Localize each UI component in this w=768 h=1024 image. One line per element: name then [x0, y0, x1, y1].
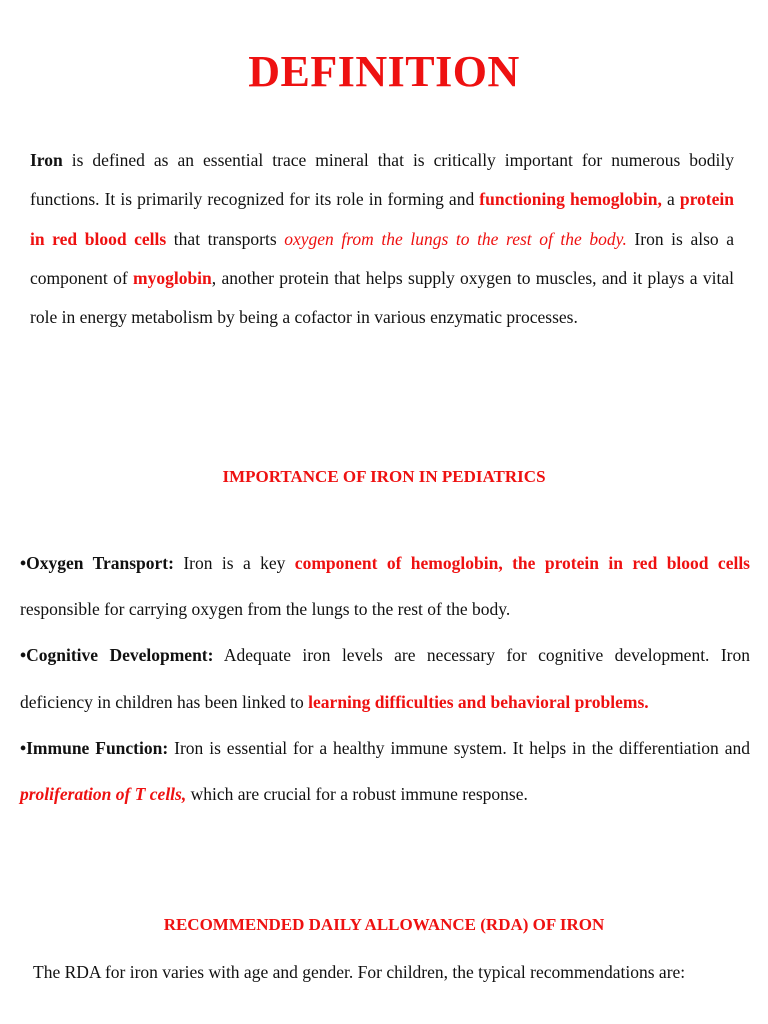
- list-item-text: which are crucial for a robust immune response.: [186, 784, 528, 805]
- list-item-highlight: component of hemoglobin, the protein in red blood cells: [294, 553, 750, 573]
- highlight-oxygen-transport: oxygen from the lungs to the rest of the body.: [284, 228, 627, 249]
- importance-list: [20, 540, 750, 817]
- page-title: DEFINITION: [248, 47, 520, 96]
- definition-text: a: [661, 189, 680, 210]
- importance-heading: IMPORTANCE OF IRON IN PEDIATRICS: [222, 467, 546, 486]
- definition-text: that transports: [166, 228, 285, 249]
- highlight-myoglobin: myoglobin: [133, 267, 212, 288]
- rda-heading: RECOMMENDED DAILY ALLOWANCE (RDA) OF IRON: [163, 915, 605, 934]
- list-item-highlight: proliferation of T cells,: [20, 784, 187, 805]
- definition-text: Iron is also a component of: [30, 228, 734, 288]
- term-iron: Iron: [30, 150, 63, 170]
- list-item-text: Iron is essential for a healthy immune system. It helps in the differentiation and: [168, 737, 751, 758]
- highlight-functioning-hemoglobin: functioning hemoglobin,: [479, 189, 662, 210]
- list-item-highlight: learning difficulties and behavioral problems.: [308, 691, 649, 712]
- list-item-cognitive-development: [20, 632, 750, 724]
- definition-paragraph: [30, 141, 734, 337]
- list-item-label: •Oxygen Transport:: [20, 553, 174, 573]
- list-item-label: •Immune Function:: [20, 737, 169, 758]
- list-item-text: Adequate iron levels are necessary for cognitive development. Iron deficiency in children has been linked to: [20, 645, 750, 712]
- list-item-label: •Cognitive Development:: [20, 645, 214, 666]
- rda-paragraph: The RDA for iron varies with age and gender. For children, the typical recommendations are:: [33, 962, 686, 982]
- list-item-text: Iron is a key: [173, 553, 295, 573]
- definition-text: , another protein that helps supply oxygen to muscles, and it plays a vital role in energy metabolism by being a cofactor in various enzymatic processes.: [30, 267, 734, 328]
- list-item-text: responsible for carrying oxygen from the lungs to the rest of the body.: [20, 599, 511, 620]
- highlight-protein-red-blood-cells: protein in red blood cells: [30, 189, 734, 249]
- list-item-immune-function: [20, 725, 750, 817]
- definition-text: is defined as an essential trace mineral that is critically important for numerous bodily functions. It is primarily recognized for its role in forming and: [30, 150, 734, 210]
- list-item-oxygen-transport: [20, 540, 750, 632]
